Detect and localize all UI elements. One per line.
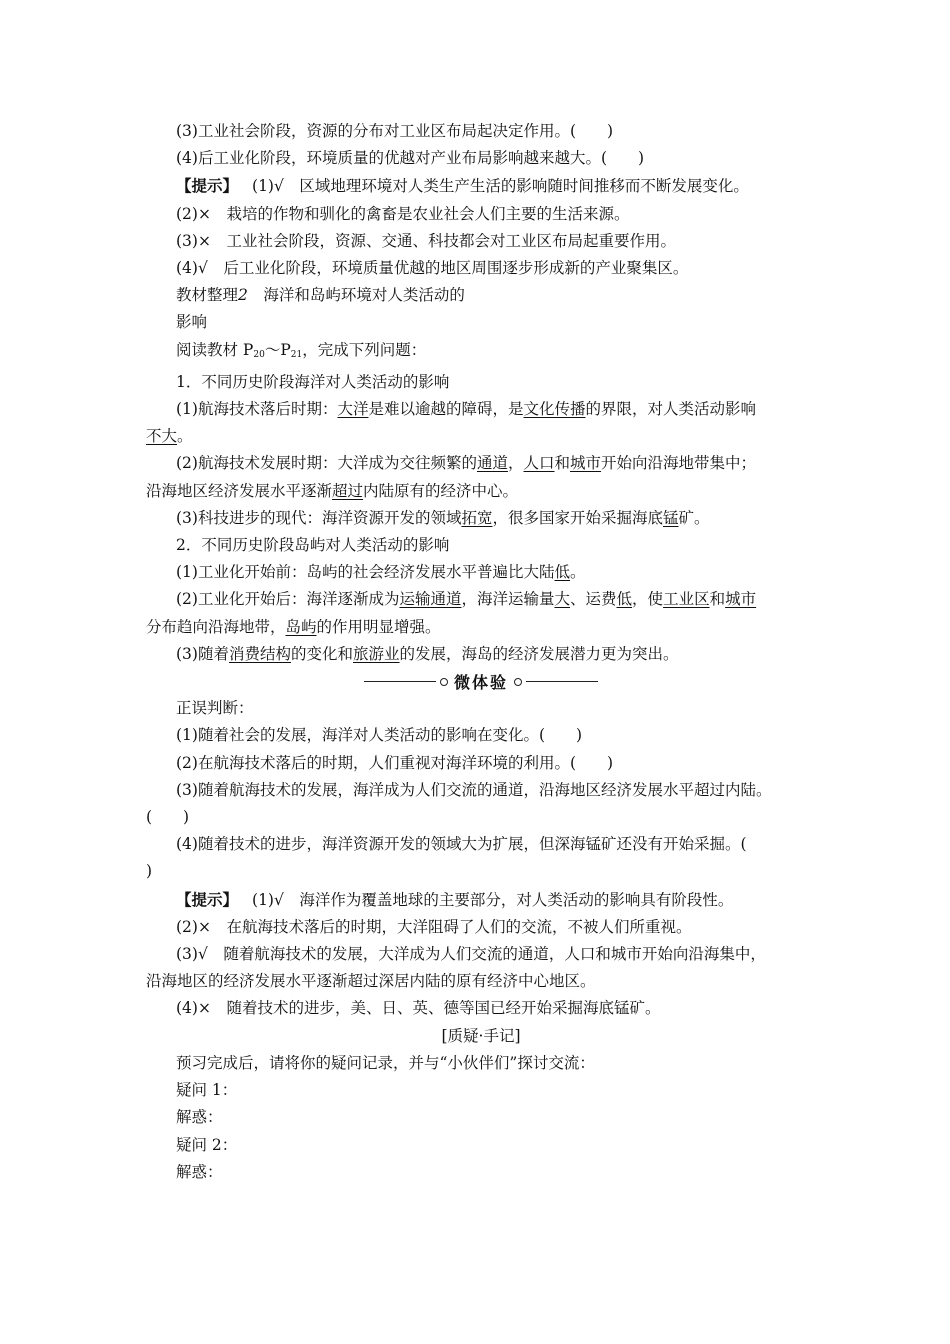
reading-instruction: 阅读教材 $P_{20}\sim P_{21}$，完成下列问题： [176, 340, 427, 360]
notes-intro: 预习完成后，请将你的疑问记录，并与“小伙伴们”探讨交流： [176, 1053, 595, 1072]
paragraph-line: (1)工业化开始前：岛屿的社会经济发展水平普遍比大陆低。 [176, 563, 586, 582]
quiz-question: (1)随着社会的发展，海洋对人类活动的影响在变化。( ) [176, 726, 583, 745]
section-number: 2 [238, 286, 248, 305]
quiz-question-cont: ( ) [146, 808, 190, 827]
hint-label: 【提示】 [176, 889, 239, 909]
quiz-question-cont: ) [146, 862, 153, 881]
blank-answer: 大 [554, 590, 571, 609]
hint-line [146, 172, 816, 200]
paragraph-line: (1)航海技术落后时期：大洋是难以逾越的障碍，是文化传播的界限，对人类活动影响 [176, 400, 757, 419]
divider-line-right [526, 681, 598, 682]
blank-answer: 人口 [523, 454, 555, 473]
document-content [146, 118, 816, 1186]
paragraph-line: 分布趋向沿海地带，岛屿的作用明显增强。 [146, 617, 441, 636]
blank-answer: 岛屿 [285, 617, 317, 636]
question-line: (3)工业社会阶段，资源的分布对工业区布局起决定作用。( ) [176, 122, 614, 140]
notes-question-2: 疑问 2： [176, 1135, 238, 1154]
paragraph-line: 沿海地区经济发展水平逐渐超过内陆原有的经济中心。 [146, 481, 519, 500]
subheading: 2．不同历史阶段岛屿对人类活动的影响 [176, 536, 450, 555]
blank-answer: 工业区 [663, 590, 710, 609]
notes-answer-2: 解惑： [176, 1162, 223, 1181]
divider-dot-icon [440, 678, 448, 686]
blank-answer: 通道 [476, 454, 508, 473]
blank-answer: 超过 [332, 481, 364, 500]
notes-question-1: 疑问 1： [176, 1081, 238, 1100]
hint-line-cont: 沿海地区的经济发展水平逐渐超过深居内陆的原有经济中心地区。 [146, 972, 596, 991]
paragraph-line: 不大。 [146, 427, 193, 446]
divider-dot-icon [514, 678, 522, 686]
quiz-title: 正误判断： [176, 699, 254, 718]
divider-line-left [364, 681, 436, 682]
section-divider [146, 668, 816, 695]
hint-text: (1)√ 区域地理环境对人类生产生活的影响随时间推移而不断发展变化。 [252, 177, 749, 196]
blank-answer: 锰 [663, 508, 679, 527]
section-title-cont: 影响 [176, 313, 208, 332]
blank-answer: 消费结构 [228, 644, 291, 663]
hint-line: (4)√ 后工业化阶段，环境质量优越的地区周围逐步形成新的产业聚集区。 [176, 259, 689, 278]
hint-label: 【提示】 [176, 176, 239, 196]
hint-line: (3)√ 随着航海技术的发展，大洋成为人们交流的通道，人口和城市开始向沿海集中， [176, 945, 766, 964]
blank-answer: 城市 [570, 454, 602, 473]
hint-line: 【提示】 (1)√ 海洋作为覆盖地球的主要部分，对人类活动的影响具有阶段性。 [176, 889, 734, 909]
hint-line: (4)× 随着技术的进步，美、日、英、德等国已经开始采掘海底锰矿。 [176, 999, 661, 1018]
blank-answer: 旅游业 [353, 644, 400, 663]
blank-answer: 低 [554, 563, 570, 582]
divider-label: 微体验 [453, 673, 508, 693]
blank-answer: 城市 [725, 590, 757, 609]
blank-answer: 不大 [146, 427, 178, 446]
blank-answer: 大洋 [337, 400, 369, 419]
question-line: (4)后工业化阶段，环境质量的优越对产业布局影响越来越大。( ) [176, 149, 645, 168]
paragraph-line: (3)科技进步的现代：海洋资源开发的领域拓宽，很多国家开始采掘海底锰矿。 [176, 508, 710, 527]
blank-answer: 低 [616, 590, 633, 609]
blank-answer: 运输通道 [399, 590, 462, 609]
notes-answer-1: 解惑： [176, 1108, 223, 1127]
blank-answer: 文化传播 [523, 400, 586, 419]
section-title: 教材整理2 海洋和岛屿环境对人类活动的 [176, 286, 465, 305]
subheading: 1．不同历史阶段海洋对人类活动的影响 [176, 372, 450, 391]
quiz-question: (4)随着技术的进步，海洋资源开发的领域大为扩展，但深海锰矿还没有开始采掘。( [176, 835, 747, 854]
quiz-question: (2)在航海技术落后的时期，人们重视对海洋环境的利用。( ) [176, 753, 614, 772]
hint-line: (2)× 在航海技术落后的时期，大洋阻碍了人们的交流，不被人们所重视。 [176, 917, 692, 936]
hint-line: (3)× 工业社会阶段，资源、交通、科技都会对工业区布局起重要作用。 [176, 231, 676, 250]
notes-title: [质疑·手记] [441, 1026, 521, 1045]
paragraph-line: (2)工业化开始后：海洋逐渐成为运输通道，海洋运输量大、运费低，使工业区和城市 [176, 590, 757, 609]
paragraph-line: (3)随着消费结构的变化和旅游业的发展，海岛的经济发展潜力更为突出。 [176, 644, 679, 663]
paragraph-line: (2)航海技术发展时期：大洋成为交往频繁的通道，人口和城市开始向沿海地带集中； [176, 454, 757, 473]
quiz-question: (3)随着航海技术的发展，海洋成为人们交流的通道，沿海地区经济发展水平超过内陆。 [176, 780, 772, 799]
blank-answer: 拓宽 [461, 508, 493, 527]
hint-line: (2)× 栽培的作物和驯化的禽畜是农业社会人们主要的生活来源。 [176, 204, 630, 223]
